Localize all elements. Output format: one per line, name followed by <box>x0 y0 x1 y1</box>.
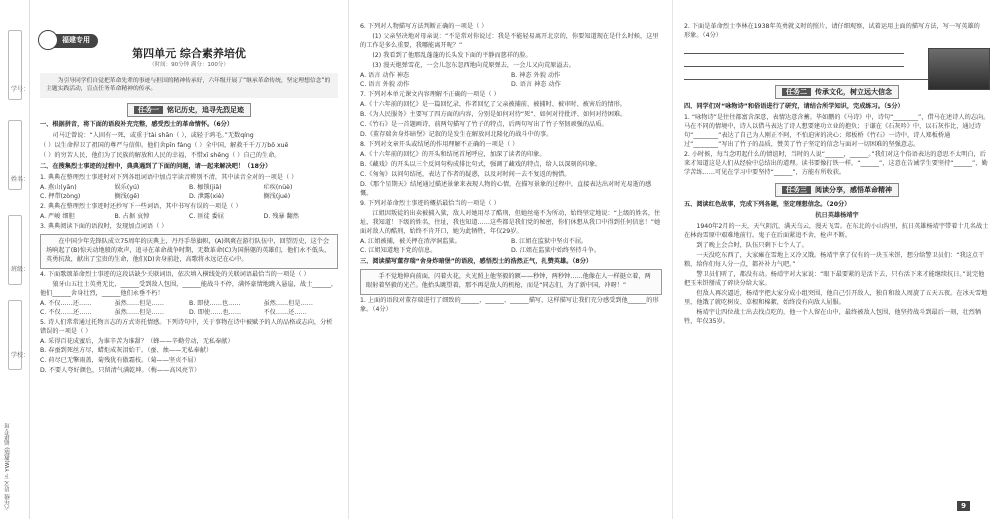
option[interactable]: A. 采得百花成蜜后，为谁辛苦为谁甜？（蜂——辛勤劳动，无私奉献） <box>40 337 234 345</box>
binding-spine <box>0 0 30 519</box>
question-stem: 2. 小时候，每当念叨起什么的情谊时，当时的人说“______，______。”我们对这个俗语表达的意思不太明白，后来才知道这是人们从经验中总结出的道理。读书要像打铁一样，“______”，这意在告诫学生要坚持“______”，勤学苦练……可见在学习中要坚持“______”，方能有所收获。 <box>684 151 988 176</box>
option[interactable]: B.《为人民服务》主要写了四方面的内容，分别是如何对待“死”、如何对待批评、如何对待困难。 <box>360 110 627 118</box>
option[interactable]: A. 江姐被捕，被关押在渣滓洞监狱。 <box>360 237 461 245</box>
mascot-icon <box>38 30 58 50</box>
option: 搁浅(jué) <box>263 192 291 200</box>
story-paragraph: 一天没吃东西了，大家瘫在雪地上又冷又饿。杨靖宇拿了仅有的一块玉米饼，想分给警卫员们：“我这点干粮，给你们每人分一点，都补补力气吧。” <box>684 252 985 269</box>
options-row <box>40 213 338 222</box>
region-badge: 福建专用 <box>40 34 98 48</box>
right-column <box>676 0 998 519</box>
option[interactable]: B. 枷锁(jiā) <box>189 183 222 191</box>
option: 娱乐(yú) <box>114 183 140 191</box>
q1-line: 司马迁曾说：“人固有一死，或重于tài shān（ ），或轻于鸿毛。”无数qíng <box>52 131 254 139</box>
options-row <box>40 300 338 309</box>
option[interactable]: D. 泄露(xiè) <box>189 192 225 200</box>
option[interactable]: B. 江姐在监狱中坚贞不屈。 <box>511 237 588 245</box>
student-id-label: 学号： <box>11 86 30 93</box>
school-label: 学校： <box>11 352 30 359</box>
q1-heading: 一、根据拼音，将下面的语段补充完整，感受烈士的革命情怀。（6分） <box>40 120 234 128</box>
option[interactable]: A. 严峻 细胆 <box>40 212 75 220</box>
option[interactable]: D. 不要人夸好颜色，只留清气满乾坤。（梅——高风亮节） <box>40 367 201 375</box>
q5-heading: 五、阅读红色故事，完成下列各题，坚定理想信念。（20分） <box>684 201 851 209</box>
option[interactable]: D.《董存瑞舍身炸暗堡》记叙的是发生在解放河北隆化的战斗中的事。 <box>360 130 553 138</box>
question-passage: 江姐因叛徒的出卖被捕入狱，敌人对她用尽了酷刑，但她丝毫不为所动，始终坚定地说：“上级的姓名，住址，我知道！下级的姓名，住址，我也知道……这些都是我们党的秘密，你们休想从我口中得到任何信息！”她面对敌人的酷刑，始终不肯开口，她为此牺牲，年仅29岁。 <box>360 209 661 235</box>
question-stem: 9. 下列对革命烈士事迹的概括最恰当的一项是（ ） <box>360 199 500 207</box>
question-item: (1) 父亲坚决地对母亲说：“不是常对你说过：我是不能轻易离开北京的，你要知道现在是什么时候，这里的工作是多么重要，我哪能离开呢？” <box>360 32 659 49</box>
option: 虽然……但是…… <box>114 308 164 316</box>
option: 不仅……还…… <box>263 308 307 316</box>
option[interactable]: C. 不仅……还…… <box>40 308 92 316</box>
option[interactable]: C.《竹石》是一首题画诗，前两句描写了竹子的特点，后两句写出了竹子坚韧顽强的品质。 <box>360 120 608 128</box>
option: 搁浅(gē) <box>114 192 140 200</box>
option: 疟疾(nüè) <box>263 183 293 191</box>
answer-line[interactable] <box>684 58 904 67</box>
unit-title: 第四单元 综合素养培优 <box>132 47 246 60</box>
q4-heading: 四、同学们对“咏物诗”和俗语进行了研究，请结合所学知识，完成练习。（5分） <box>684 103 904 111</box>
passage-box: 在中国少年先锋队成立75周年的庆典上，丹丹手举旗帜，(A)飒爽在游行队伍中，回望历史，这个会场响起了(B)惊天动地般的欢声，追寻在革命战争时期，无数革命(C)为国捐躯的英雄们，他们永不低头，英勇抗敌，献出了宝贵的生命，他们(D)舍身前赴，高歌将永远记在心中。 <box>40 234 338 269</box>
question-stem: 2. 典典在整理烈士事迹时还抄写下一些词语，其中书写有误的一项是（ ） <box>40 202 242 210</box>
page-number: 9 <box>957 501 970 511</box>
question-item: (3) 漫天炮弹雪花，一会儿忽东忽西地向荒原弹去，一会儿又向荒原溢去。 <box>372 61 575 69</box>
task-header-1: 任务一 铭记历史，追寻先烈足迹 <box>40 103 338 117</box>
left-column <box>32 0 344 519</box>
story-paragraph: 杨靖宇让四位战士出去找点吃的，他一个人留在山中，最终被敌人包围，他坚持战斗到最后一刻，壮烈牺牲，年仅35岁。 <box>684 308 982 325</box>
option[interactable]: D.《那个星期天》结尾通过描述景象来表现人物的心情，在描写景象的过程中，直接表达出对时光易逝的感慨。 <box>360 180 652 197</box>
task-header-2: 任务二 传承文化，树立远大信念 <box>684 85 990 99</box>
question-stem: 4. 下面歌颂革命烈士事迹的这段话缺少关联词语，依次填入横线处的关联词语最恰当的一项是（ ） <box>40 270 310 278</box>
passage-box: 手不觉地伸向前面，闪着火花，火光照上他坚毅的额——秒钟，两秒钟……他像在人一样挺立着，两眼射着坚毅的光芒。他抬头眺望着，那不再是敌人的机枪，而是“同志们，为了新中国，冲呀！” <box>360 269 662 295</box>
q2-heading: 二、在搜集烈士事迹的过程中，典典遇到了下面的问题，请一起来解决吧！（18分） <box>40 162 272 170</box>
story-title: 抗日英雄杨靖宇 <box>815 212 859 220</box>
option[interactable]: B. 即使……也…… <box>189 299 241 307</box>
option[interactable]: A. 不仅……还…… <box>40 299 92 307</box>
option[interactable]: B. 占据 哀悼 <box>114 212 150 220</box>
option[interactable]: B.《藏戏》的开头以三个反问句构成排比句式，强调了藏戏的特点，给人以深刻的印象。 <box>360 160 602 168</box>
story-paragraph: 但敌人再次逼近，杨靖宇把大家分成小组突围，他自己引开敌人，独自和敌人周旋了五天五夜。在冰天雪地里，他饿了就吃树皮、草根和棉絮，始终没有向敌人屈服。 <box>684 289 988 306</box>
question-stem: 2. 下面是革命烈士李林在1938年英勇就义时的照片，请仔细观察，试着运用上面的描写方法，写一写英雄的形象。（4分） <box>684 23 980 39</box>
question-stem: 1. “咏物诗”是往往都富含深意，表情达意含蓄。毕如鹏的《马诗》中，诗句“________”，借马在述诗人的志向。马在不同的情境中，诗人以借马表达了诗人想要建功立业的抱负；于谦在《石灰吟》中，以石灰作比，通过诗句“________”表达了自己为人刚正不阿，不怕迫害的决心；郑板桥《竹石》一诗中，诗人郑板桥通过“________”写出了竹子的品质，赞美了竹子坚定的信念与面对一切困难的坚强意志。 <box>684 114 990 149</box>
question-stem: 1. 典典在整理烈士事迹时对下列各组词语中加点字读音辨别不清，其中读音全对的一项是（ ） <box>40 173 298 181</box>
option[interactable]: A.《十六年前的回忆》的开头和结尾首尾呼应，加深了读者的印象。 <box>360 150 546 158</box>
middle-column <box>352 0 670 519</box>
story-paragraph: 到了晚上会合时，队伍只剩下七个人了。 <box>696 242 808 250</box>
options-row <box>40 193 338 202</box>
option[interactable]: D. 语言 神态 动作 <box>511 80 561 88</box>
question-stem: 1. 上面的语段对董存瑞进行了细致的______、______、______描写，这样描写让我们充分感受到他______的形象。（4分） <box>360 296 659 313</box>
option[interactable]: D. 即使……也…… <box>189 308 242 316</box>
option[interactable]: C. 语言 外貌 动作 <box>360 80 410 88</box>
option[interactable]: C.《匆匆》以问句结尾，表达了作者的疑惑，以及对时间一去不复返的惋惜。 <box>360 170 571 178</box>
q3-heading: 三、阅读描写董存瑞“舍身炸暗堡”的语段，感悟烈士的浩然正气，扎赞英雄。（8分） <box>360 257 593 265</box>
name-label: 姓名： <box>11 176 30 183</box>
option[interactable]: C. 江姐知道地下党的信息。 <box>360 246 437 254</box>
option[interactable]: C. 押带(zòng) <box>40 192 81 200</box>
option[interactable]: D. 江姐在监狱中始终坚持斗争。 <box>511 246 601 254</box>
option[interactable]: A. 燕山(yān) <box>40 183 77 191</box>
story-paragraph: 1940年2月的一天，天气阴沉，满天乌云，漫天飞雪。在东北的小山沟里，抗日英雄杨靖宇带着十几名战士在林海雪原中艰难地前行。鬼子在后面紧追不舍，枪声不断。 <box>684 223 989 240</box>
task-header-3: 任务三 阅读分享，感悟革命精神 <box>684 183 990 197</box>
question-stem: 5. 诗人们常常通过托物言志的方式寄托情感。下列诗句中，关于事物在诗中被赋予的人的品格或志向，分析错误的一项是（ ） <box>40 318 333 335</box>
option: 虽然……但是…… <box>263 299 313 307</box>
class-label: 班级： <box>11 266 30 273</box>
historical-photo <box>928 48 990 90</box>
option[interactable]: C. 匪徒 委屈 <box>189 212 224 220</box>
question-stem: 8. 下列对文章开头或结尾的作用理解不正确的一项是（ ） <box>360 140 519 148</box>
option[interactable]: B. 春蚕到死丝方尽，蜡炬成灰泪始干。（蚕、烛——无私奉献） <box>40 347 213 355</box>
intro-text: 为引导同学们自觉把革命先辈的事迹与担国的精神传承好，六年级开展了“继承革命传统，坚定理想信念”的主题实践活动，盲点任务革命精神的传承。 <box>40 73 338 98</box>
page-gutter <box>348 0 349 519</box>
options-row <box>40 184 338 193</box>
story-paragraph: 警卫员们听了，都没有动。杨靖宇对大家说：“眼下最要紧的是活下去，只有活下来才能继续抗日。”说完他把玉米饼掰成了碎块分给大家。 <box>684 271 985 287</box>
answer-line[interactable] <box>684 45 904 54</box>
options-row <box>360 238 662 256</box>
option[interactable]: B. 神态 外貌 动作 <box>511 71 561 79</box>
options-row <box>360 72 662 90</box>
question-stem: 6. 下列对人物描写方法判断正确的一项是（ ） <box>360 23 488 30</box>
question-stem: 3. 典典阅读下面的语段时，发现加点词语（ ） <box>40 222 168 230</box>
options-row <box>40 309 338 318</box>
exam-meta: （时间：90分钟 满分：100分） <box>149 61 229 68</box>
question-item: (2) 我看到了他那乱蓬蓬的长头发下面的平静而慈祥的脸。 <box>372 51 532 59</box>
option[interactable]: A.《十六年前的回忆》是一篇回忆录，作者回忆了父亲被捕前、被捕时、被审时、被害后的情形。 <box>360 100 626 108</box>
column-divider <box>672 0 673 519</box>
option[interactable]: D. 残暴 翻然 <box>263 212 299 220</box>
q1-line: （ ）的穷苦人民，他们为了民族的解放和人民的幸福，不惜xī shēng（ ）自己的生命。 <box>40 151 281 159</box>
question-stem: 7. 下列对本单元课文内容理解不正确的一项是（ ） <box>360 90 500 98</box>
q1-line: （ ）以生命捍卫了祖国的尊严与信仰。他们舍pīn fáng（ ）全中国，解救千千万万bō xuē <box>40 141 289 149</box>
option[interactable]: A. 语言 动作 神态 <box>360 71 410 79</box>
grade-subject-label: 六年级 语文 下 YW(教版) 福建专用 <box>5 423 11 511</box>
fill-passage: 狼牙山五壮士英勇无比，______受到敌人包围，______能战斗不停，满怀豪情地跳入悬崖，战士______，他们______舍身壮烈，______他们永垂不朽！ <box>40 280 338 297</box>
option: 虽然……但是…… <box>114 299 164 307</box>
option[interactable]: C. 荷尽已无擎雨盖，菊残犹有傲霜枝。（菊——坚贞不屈） <box>40 357 200 365</box>
